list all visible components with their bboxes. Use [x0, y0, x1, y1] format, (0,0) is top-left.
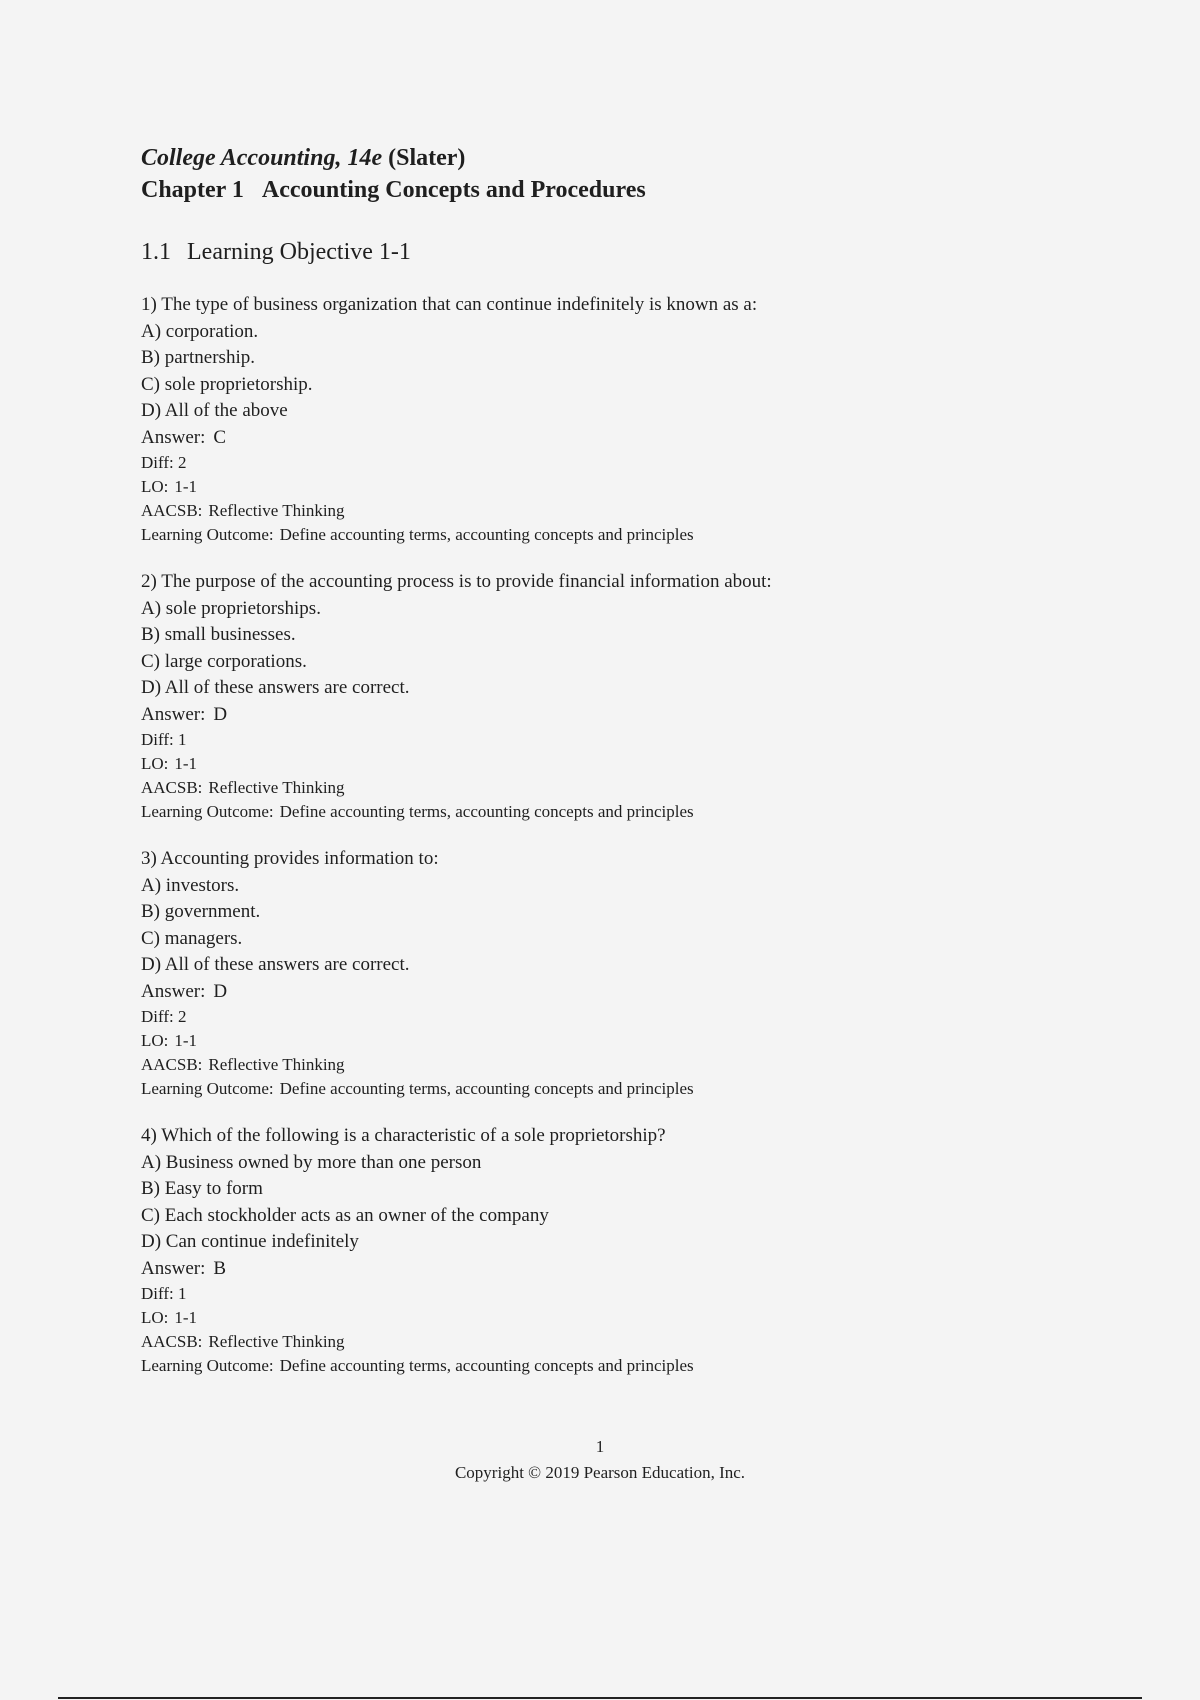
answer-value: D — [213, 703, 228, 725]
learning-outcome-line — [141, 800, 1041, 824]
answer-option: B) government. — [141, 901, 261, 922]
learning-objective-line — [141, 752, 1041, 776]
lo-label: LO: — [141, 477, 169, 496]
bottom-divider — [58, 1697, 1142, 1699]
lo-value: 1-1 — [174, 477, 198, 496]
outcome-label: Learning Outcome: — [141, 802, 274, 821]
difficulty-line: Diff: 2 — [141, 453, 187, 472]
chapter-title: Accounting Concepts and Procedures — [261, 177, 646, 203]
answer-value: D — [213, 980, 228, 1002]
learning-objective-line — [141, 1029, 1041, 1053]
answer-option: D) All of these answers are correct. — [141, 954, 410, 975]
question-stem: 3) Accounting provides information to: — [141, 848, 439, 869]
aacsb-value: Reflective Thinking — [208, 1332, 345, 1351]
learning-outcome-line — [141, 1354, 1041, 1378]
chapter-heading — [141, 174, 1041, 206]
learning-objective-line — [141, 1306, 1041, 1330]
answer-label: Answer: — [141, 980, 206, 1002]
answer-line — [141, 979, 1041, 1006]
answer-label: Answer: — [141, 426, 206, 448]
lo-label: LO: — [141, 754, 169, 773]
aacsb-value: Reflective Thinking — [208, 1055, 345, 1074]
lo-value: 1-1 — [174, 1308, 198, 1327]
answer-option: A) Business owned by more than one person — [141, 1151, 482, 1173]
answer-option: A) sole proprietorships. — [141, 597, 321, 619]
answer-option: C) large corporations. — [141, 650, 307, 672]
aacsb-label: AACSB: — [141, 1055, 203, 1074]
answer-option: A) investors. — [141, 874, 240, 896]
book-author: (Slater) — [388, 145, 466, 171]
answer-line — [141, 1256, 1041, 1283]
difficulty-line: Diff: 2 — [141, 1007, 187, 1026]
aacsb-value: Reflective Thinking — [208, 778, 345, 797]
difficulty-line: Diff: 1 — [141, 1284, 187, 1303]
aacsb-line — [141, 776, 1041, 800]
section-number: 1.1 — [141, 239, 171, 265]
copyright-notice: Copyright © 2019 Pearson Education, Inc. — [454, 1463, 746, 1482]
answer-option: D) All of the above — [141, 400, 288, 421]
page-number: 1 — [595, 1437, 605, 1456]
aacsb-line — [141, 499, 1041, 523]
book-header — [141, 142, 1041, 174]
section-heading — [141, 236, 1041, 268]
answer-option: D) All of these answers are correct. — [141, 677, 410, 698]
learning-objective-line — [141, 475, 1041, 499]
aacsb-value: Reflective Thinking — [208, 501, 345, 520]
chapter-label: Chapter 1 — [141, 177, 244, 203]
question-block — [141, 846, 1041, 1101]
answer-option: B) partnership. — [141, 347, 255, 368]
answer-option: C) managers. — [141, 927, 243, 949]
aacsb-label: AACSB: — [141, 501, 203, 520]
answer-option: D) Can continue indefinitely — [141, 1231, 359, 1252]
outcome-value: Define accounting terms, accounting concepts and principles — [279, 525, 694, 544]
difficulty-line: Diff: 1 — [141, 730, 187, 749]
outcome-value: Define accounting terms, accounting concepts and principles — [279, 1079, 694, 1098]
aacsb-line — [141, 1330, 1041, 1354]
answer-line — [141, 702, 1041, 729]
answer-value: C — [213, 426, 227, 448]
answer-label: Answer: — [141, 703, 206, 725]
question-stem: 1) The type of business organization that can continue indefinitely is known as a: — [141, 294, 758, 315]
answer-option: B) Easy to form — [141, 1178, 263, 1199]
page-content — [141, 142, 1041, 1400]
answer-line — [141, 425, 1041, 452]
answer-option: A) corporation. — [141, 320, 259, 342]
answer-option: C) Each stockholder acts as an owner of the company — [141, 1204, 549, 1226]
lo-value: 1-1 — [174, 1031, 198, 1050]
answer-value: B — [213, 1257, 227, 1279]
aacsb-line — [141, 1053, 1041, 1077]
page-footer — [0, 1434, 1200, 1486]
question-stem: 4) Which of the following is a characteristic of a sole proprietorship? — [141, 1125, 666, 1146]
learning-outcome-line — [141, 1077, 1041, 1101]
answer-label: Answer: — [141, 1257, 206, 1279]
learning-outcome-line — [141, 523, 1041, 547]
section-title: Learning Objective 1-1 — [187, 239, 411, 265]
outcome-label: Learning Outcome: — [141, 1079, 274, 1098]
book-title: College Accounting, 14e — [141, 145, 383, 171]
lo-label: LO: — [141, 1308, 169, 1327]
question-block — [141, 292, 1041, 547]
outcome-value: Define accounting terms, accounting concepts and principles — [279, 1356, 694, 1375]
aacsb-label: AACSB: — [141, 778, 203, 797]
outcome-value: Define accounting terms, accounting concepts and principles — [279, 802, 694, 821]
question-stem: 2) The purpose of the accounting process is to provide financial information about: — [141, 571, 772, 592]
outcome-label: Learning Outcome: — [141, 1356, 274, 1375]
outcome-label: Learning Outcome: — [141, 525, 274, 544]
lo-label: LO: — [141, 1031, 169, 1050]
lo-value: 1-1 — [174, 754, 198, 773]
question-block — [141, 1123, 1041, 1378]
question-block — [141, 569, 1041, 824]
answer-option: C) sole proprietorship. — [141, 373, 313, 395]
aacsb-label: AACSB: — [141, 1332, 203, 1351]
answer-option: B) small businesses. — [141, 624, 296, 645]
